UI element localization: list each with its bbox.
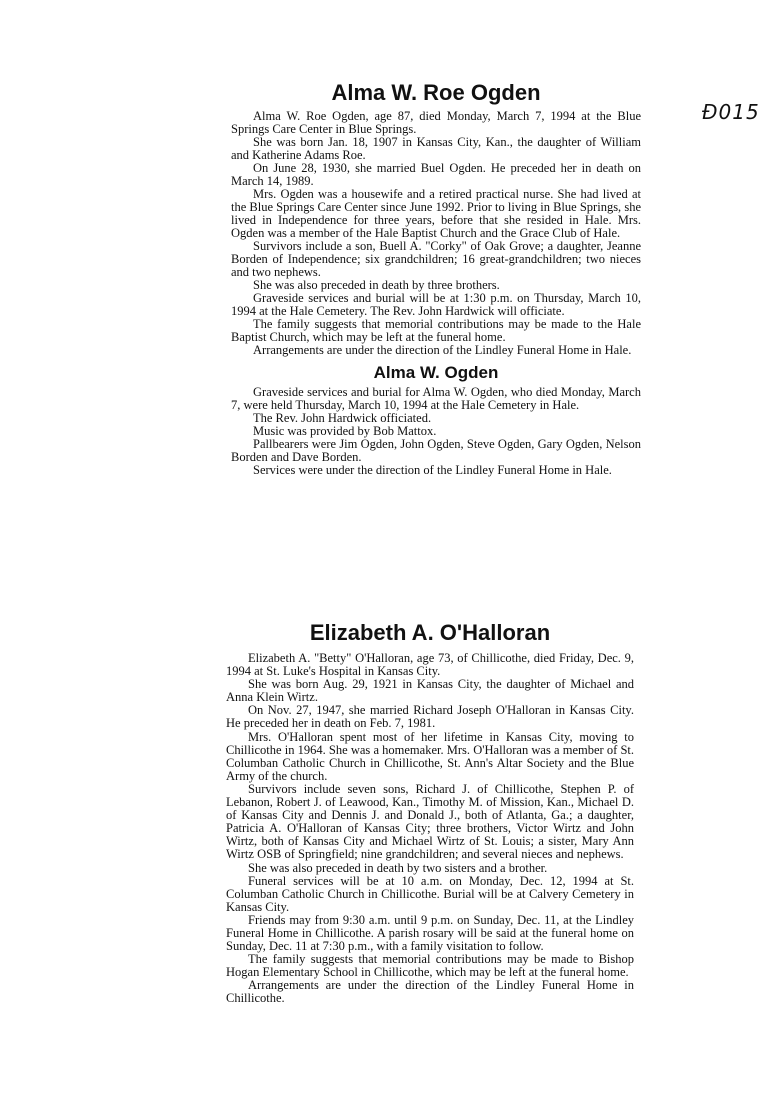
obituary-paragraph: She was born Jan. 18, 1907 in Kansas City, Kan., the daughter of William and Katherine Adams Roe.	[231, 135, 641, 162]
obituary-paragraph: Pallbearers were Jim Ogden, John Ogden, Steve Ogden, Gary Ogden, Nelson Borden and Dave Borden.	[231, 437, 641, 464]
obituary-paragraph: Graveside services and burial for Alma W. Ogden, who died Monday, March 7, were held Thursday, March 10, 1994 at the Hale Cemetery in Hale.	[231, 385, 641, 412]
obituary-paragraph: Friends may from 9:30 a.m. until 9 p.m. on Sunday, Dec. 11, at the Lindley Funeral Home in Chillicothe. A parish rosary will be said at the funeral home on Sunday, Dec. 11 at 7:30 p.m., with a family visitation to follow.	[226, 912, 634, 954]
obituary-paragraph: On Nov. 27, 1947, she married Richard Joseph O'Halloran in Kansas City. He preceded her in death on Feb. 7, 1981.	[226, 703, 634, 731]
obituary-paragraph: The family suggests that memorial contributions may be made to Bishop Hogan Elementary School in Chillicothe, which may be left at the funeral home.	[226, 952, 634, 980]
obituary-paragraph: Alma W. Roe Ogden, age 87, died Monday, March 7, 1994 at the Blue Springs Care Center in Blue Springs.	[231, 109, 641, 136]
obituary-paragraph: She was also preceded in death by two sisters and a brother.	[248, 860, 548, 875]
obituary-paragraph: Survivors include a son, Buell A. "Corky" of Oak Grove; a daughter, Jeanne Borden of Independence; six grandchildren; 16 great-grandchildren; two nieces and two nephews.	[231, 239, 641, 279]
obituary-paragraph: Services were under the direction of the Lindley Funeral Home in Hale.	[253, 463, 612, 477]
obituary-title: Elizabeth A. O'Halloran	[309, 620, 551, 645]
obituary-paragraph: Arrangements are under the direction of the Lindley Funeral Home in Chillicothe.	[226, 978, 634, 1006]
page-id-mark: Ð015	[702, 100, 760, 124]
obituary-title: Alma W. Roe Ogden	[331, 80, 541, 105]
obituary-paragraph: The family suggests that memorial contributions may be made to the Hale Baptist Church, which may be left at the funeral home.	[231, 317, 641, 344]
obituary-subtitle: Alma W. Ogden	[373, 363, 499, 382]
obituary-paragraph: Elizabeth A. "Betty" O'Halloran, age 73, of Chillicothe, died Friday, Dec. 9, 1994 at St. Luke's Hospital in Kansas City.	[226, 651, 634, 679]
obituary-paragraph: Funeral services will be at 10 a.m. on Monday, Dec. 12, 1994 at St. Columban Catholic Church in Chillicothe. Burial will be at Calvery Cemetery in Kansas City.	[226, 873, 634, 914]
obituary-paragraph: The Rev. John Hardwick officiated.	[253, 411, 432, 425]
obituary-alma-ogden	[231, 80, 641, 477]
obituary-paragraph: She was born Aug. 29, 1921 in Kansas City, the daughter of Michael and Anna Klein Wirtz.	[226, 677, 634, 705]
obituary-paragraph: Arrangements are under the direction of the Lindley Funeral Home in Hale.	[253, 343, 632, 357]
obituary-paragraph: Mrs. Ogden was a housewife and a retired practical nurse. She had lived at the Blue Springs Care Center since June 1992. Prior to living in Blue Springs, she lived in Independence for three years, before that she resided in Hale. Mrs. Ogden was a member of the Hale Baptist Church and the Grace Club of Hale.	[231, 187, 641, 240]
obituary-paragraph: Mrs. O'Halloran spent most of her lifetime in Kansas City, moving to Chillicothe in 1964. She was a homemaker. Mrs. O'Halloran was a member of St. Columban Catholic Church in Chillicothe, St. Ann's Altar Society and the Blue Army of the church.	[226, 729, 634, 783]
obituary-paragraph: She was also preceded in death by three brothers.	[253, 278, 500, 292]
obituary-paragraph: Graveside services and burial will be at 1:30 p.m. on Thursday, March 10, 1994 at the Hale Cemetery. The Rev. John Hardwick will officiate.	[231, 291, 641, 318]
obituary-elizabeth-ohalloran	[226, 620, 634, 1006]
obituary-paragraph: Survivors include seven sons, Richard J. of Chillicothe, Stephen P. of Lebanon, Robert J. of Leawood, Kan., Timothy M. of Mission, Kan., Michael D. of Kansas City and Dennis J. and Donald J., both of Atlanta, Ga.; a daughter, Patricia A. O'Halloran of Kansas City; three brothers, Victor Wirtz and John Wirtz, both of Kansas City and Michael Wirtz of St. Louis; a sister, Mary Ann Wirtz OSB of Springfield; nine grandchildren; and several nieces and nephews.	[226, 781, 634, 862]
obituary-paragraph: On June 28, 1930, she married Buel Ogden. He preceded her in death on March 14, 1989.	[231, 161, 641, 188]
obituary-paragraph: Music was provided by Bob Mattox.	[253, 424, 437, 438]
